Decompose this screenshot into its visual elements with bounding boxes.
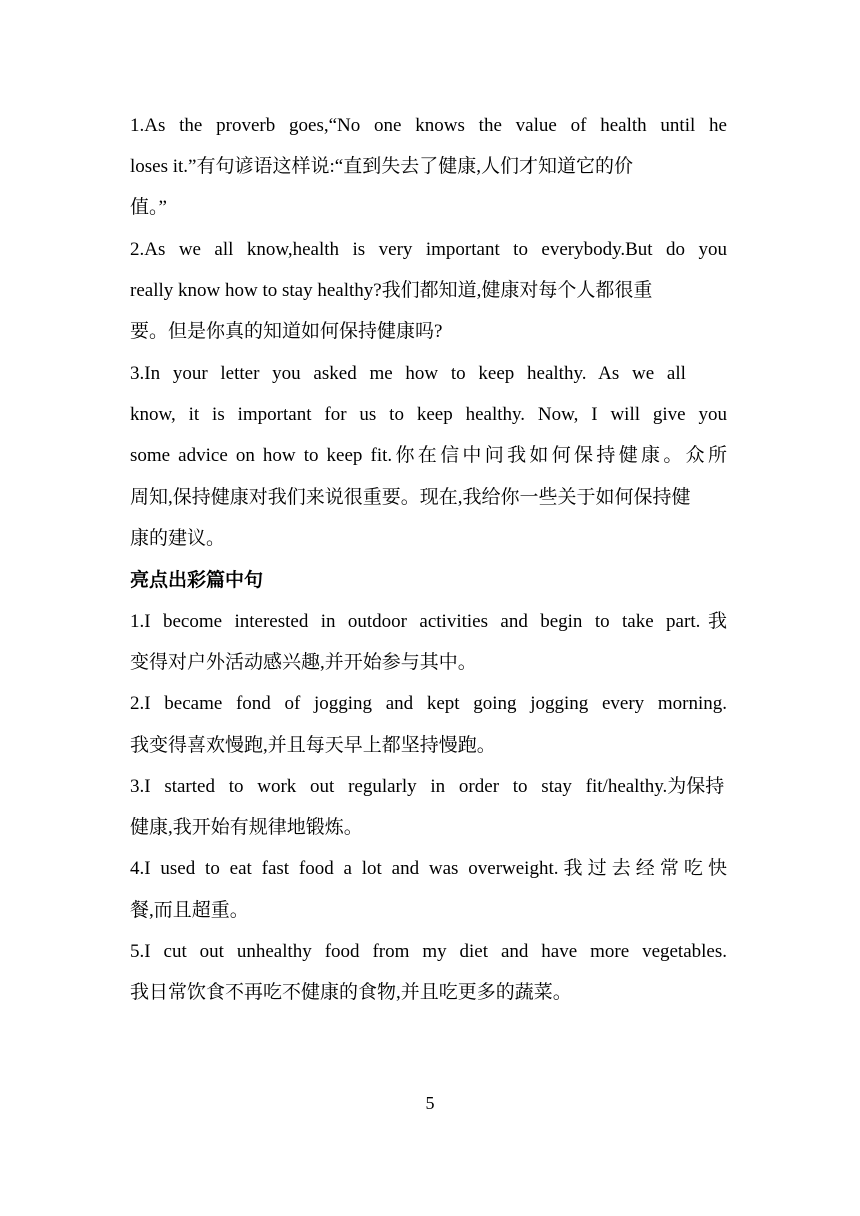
- opening-item-1-line-3: 值。”: [130, 197, 167, 218]
- opening-item-2-line-1: 2.As we all know,health is very important to everybody.But do you: [130, 239, 727, 260]
- highlight-item-5-line-2: 我日常饮食不再吃不健康的食物,并且吃更多的蔬菜。: [130, 982, 572, 1003]
- highlight-item-4-line-2: 餐,而且超重。: [130, 900, 249, 921]
- page-number: 5: [425, 1093, 435, 1113]
- opening-item-3-line-5: 康的建议。: [130, 528, 226, 549]
- opening-item-2-line-3: 要。但是你真的知道如何保持健康吗?: [130, 321, 443, 342]
- opening-item-2-line-2: really know how to stay healthy?我们都知道,健康对每个人都很重: [130, 280, 653, 301]
- highlight-item-3-line-1: 3.I started to work out regularly in order to stay fit/healthy.为保持: [130, 776, 725, 797]
- opening-item-3-line-4: 周知,保持健康对我们来说很重要。现在,我给你一些关于如何保持健: [130, 487, 691, 508]
- highlight-item-1-line-2: 变得对户外活动感兴趣,并开始参与其中。: [130, 652, 477, 673]
- opening-item-1-line-1: 1.As the proverb goes,“No one knows the value of health until he: [130, 115, 727, 136]
- opening-item-3-line-3: some advice on how to keep fit.你在信中问我如何保持健康。众所: [130, 445, 727, 466]
- opening-item-1-line-2: loses it.”有句谚语这样说:“直到失去了健康,人们才知道它的价: [130, 156, 633, 177]
- highlight-item-3-line-2: 健康,我开始有规律地锻炼。: [130, 817, 363, 838]
- highlight-item-1-line-1: 1.I become interested in outdoor activities and begin to take part.我: [130, 611, 727, 632]
- section-heading: 亮点出彩篇中句: [130, 569, 264, 591]
- highlight-item-4-line-1: 4.I used to eat fast food a lot and was overweight.我过去经常吃快: [130, 858, 727, 879]
- highlight-item-2-line-2: 我变得喜欢慢跑,并且每天早上都坚持慢跑。: [130, 735, 496, 756]
- opening-item-3-line-1: 3.In your letter you asked me how to keep healthy. As we all: [130, 363, 686, 384]
- highlight-item-5-line-1: 5.I cut out unhealthy food from my diet and have more vegetables.: [130, 941, 727, 962]
- opening-item-3-line-2: know, it is important for us to keep healthy. Now, I will give you: [130, 404, 727, 425]
- highlight-item-2-line-1: 2.I became fond of jogging and kept going jogging every morning.: [130, 693, 727, 714]
